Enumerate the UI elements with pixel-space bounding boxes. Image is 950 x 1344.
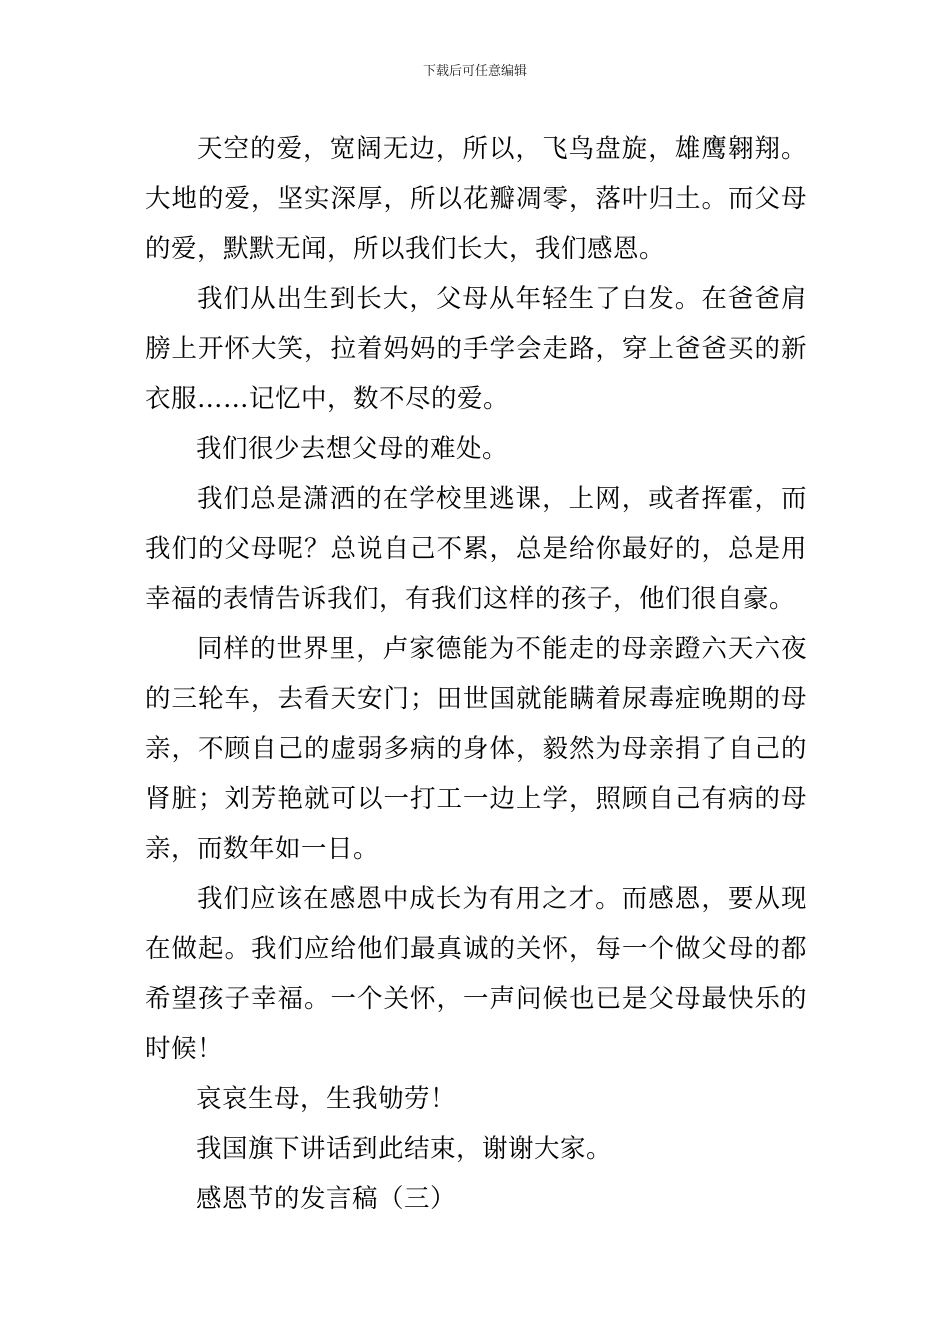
section-heading-speech-three: 感恩节的发言稿（三） [196,1184,457,1214]
paragraph-school-life: 我们总是潇洒的在学校里逃课，上网，或者挥霍，而我们的父母呢？总说自己不累，总是给你最好的，总是用幸福的表情告诉我们，有我们这样的孩子，他们很自豪。 [145,484,807,614]
page-header-note: 下载后可任意编辑 [422,64,527,79]
document-body [145,124,807,1224]
paragraph-sky-love: 天空的爱，宽阔无边，所以，飞鸟盘旋，雄鹰翱翔。大地的爱，坚实深厚，所以花瓣凋零，落叶归土。而父母的爱，默默无闻，所以我们长大，我们感恩。 [145,134,807,264]
paragraph-growing-up: 我们从出生到长大，父母从年轻生了白发。在爸爸肩膀上开怀大笑，拉着妈妈的手学会走路，穿上爸爸买的新衣服……记忆中，数不尽的爱。 [145,284,807,414]
paragraph-examples: 同样的世界里，卢家德能为不能走的母亲蹬六天六夜的三轮车，去看天安门；田世国就能瞒着尿毒症晚期的母亲，不顾自己的虚弱多病的身体，毅然为母亲捐了自己的肾脏；刘芳艳就可以一打工一边上学，照顾自己有病的母亲，而数年如一日。 [145,634,807,864]
paragraph-quote: 哀哀生母，生我劬劳！ [196,1084,457,1114]
paragraph-parents-difficulty: 我们很少去想父母的难处。 [196,434,509,464]
paragraph-closing: 我国旗下讲话到此结束，谢谢大家。 [196,1134,613,1164]
paragraph-gratitude: 我们应该在感恩中成长为有用之才。而感恩，要从现在做起。我们应给他们最真诚的关怀，每一个做父母的都希望孩子幸福。一个关怀，一声问候也已是父母最快乐的时候！ [145,884,807,1064]
